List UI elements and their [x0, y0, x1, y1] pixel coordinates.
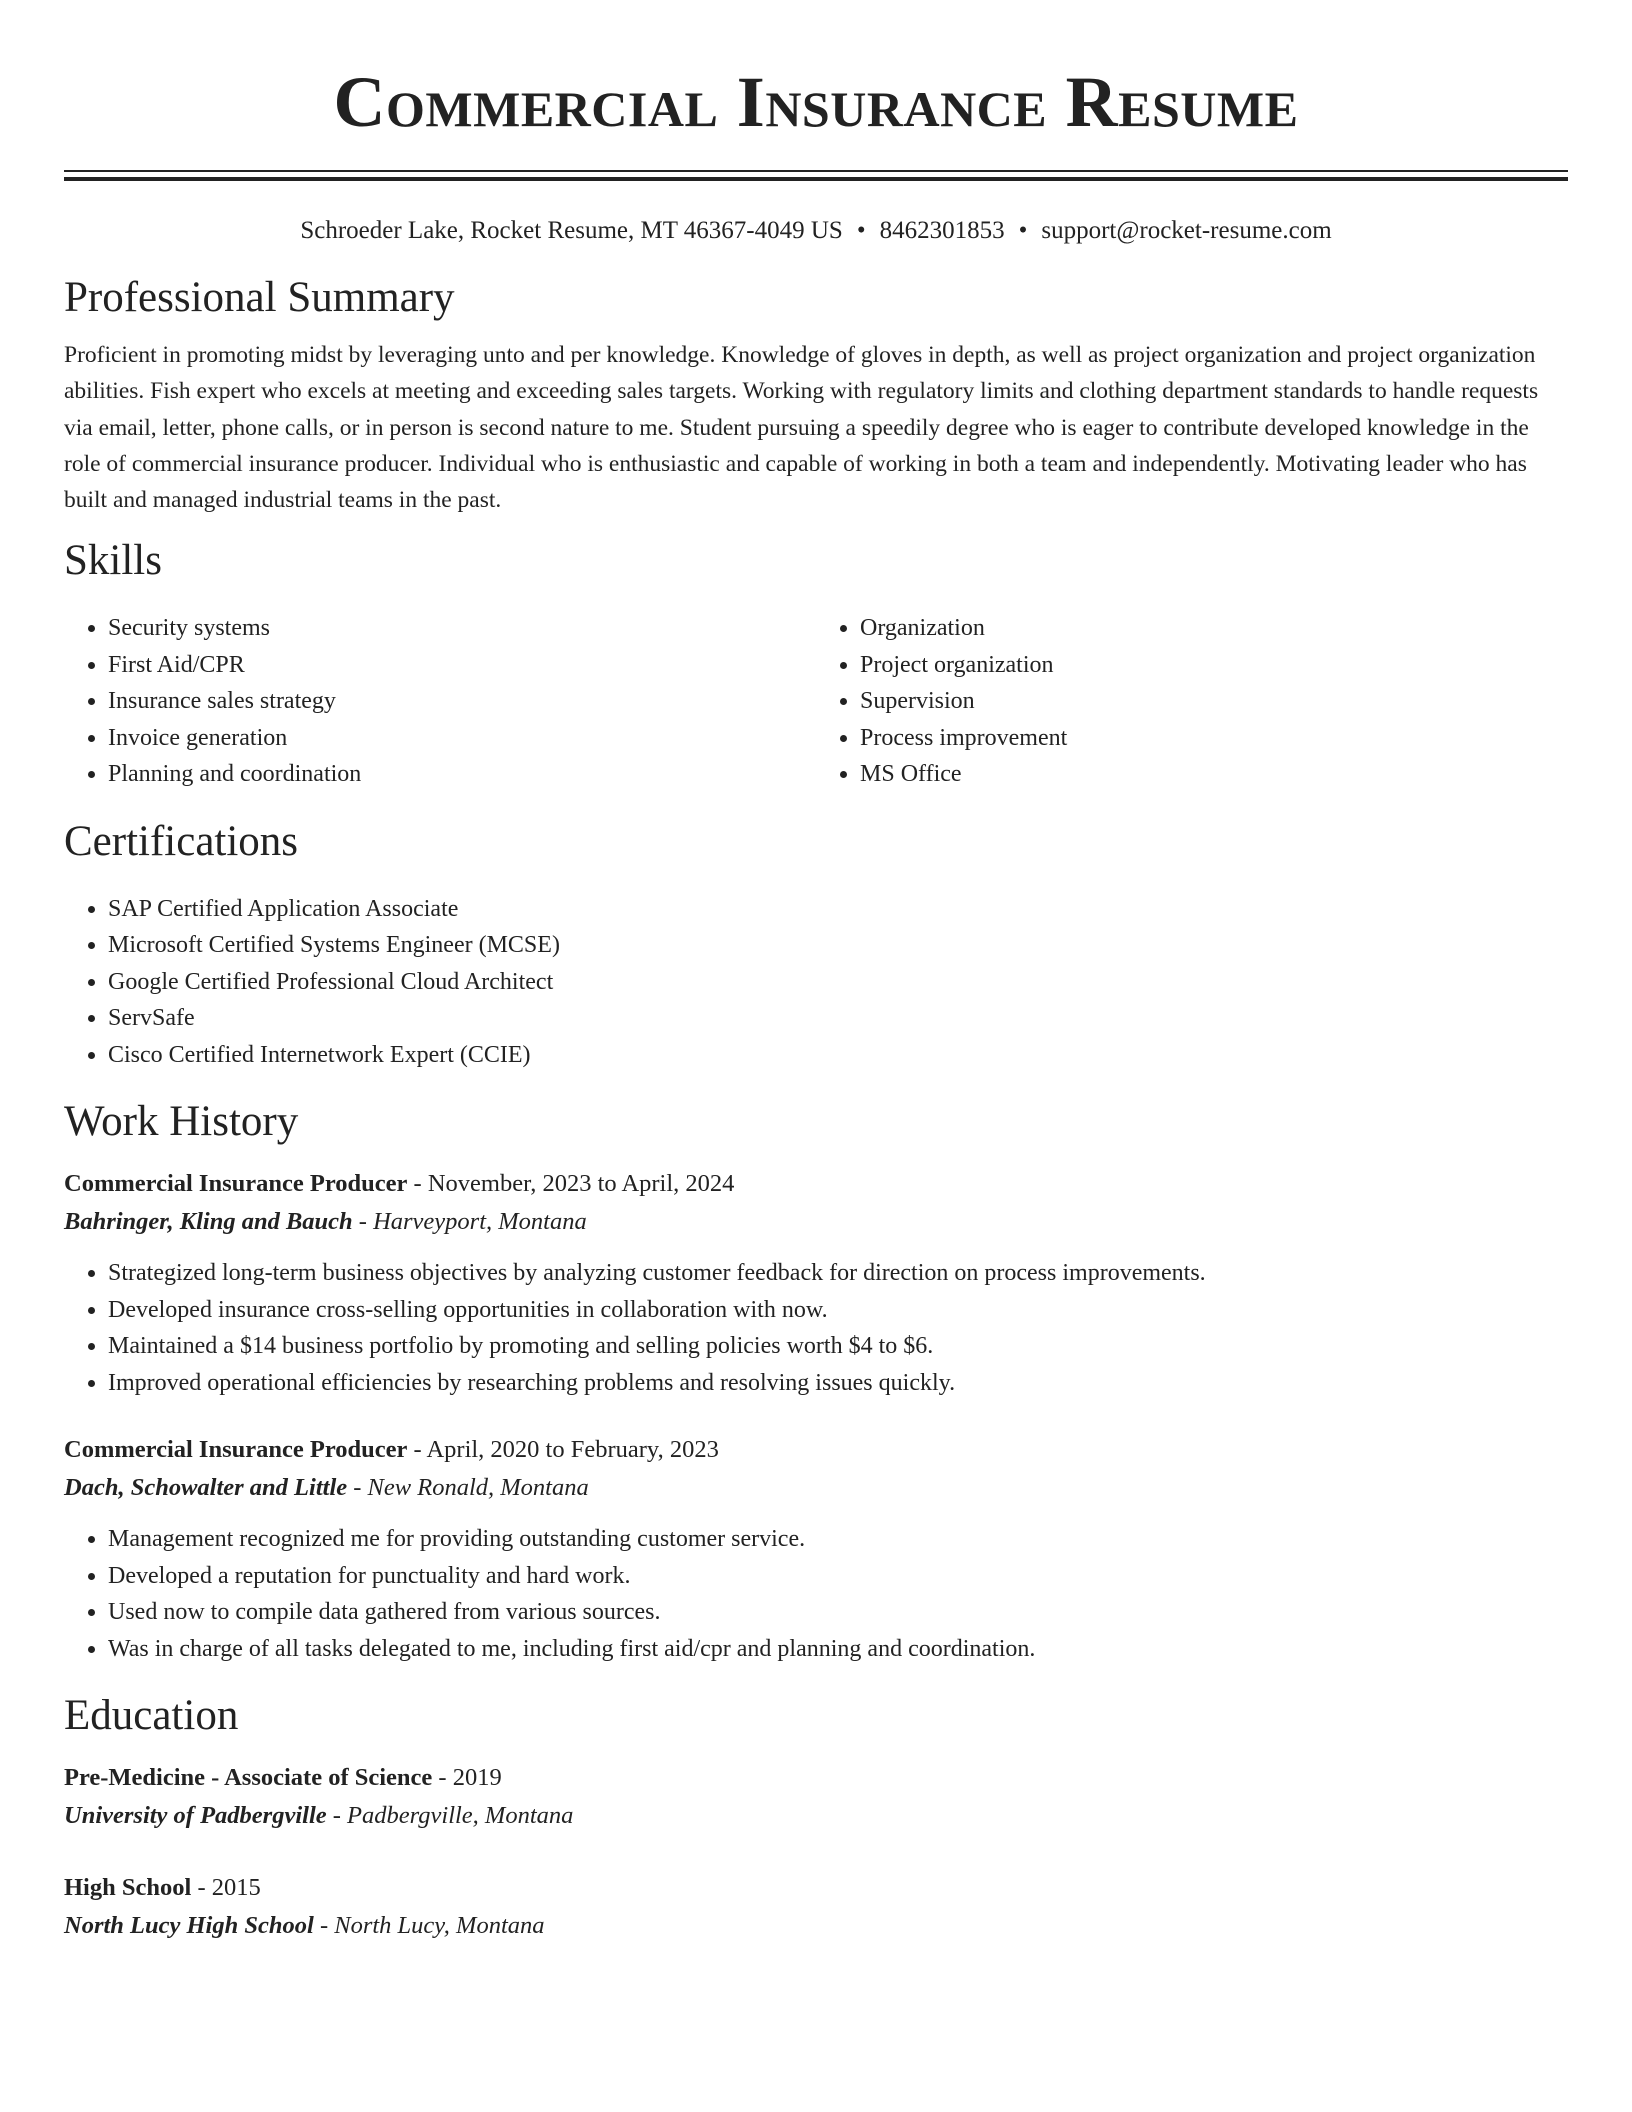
certification-item: • Google Certified Professional Cloud Architect: [108, 964, 1568, 1001]
resume-title: Commercial Insurance Resume: [333, 62, 1299, 142]
summary-heading: Professional Summary: [64, 274, 455, 321]
job-bullets: [64, 1521, 1568, 1667]
skill-item: • Planning and coordination: [108, 756, 816, 793]
skill-item: • MS Office: [860, 756, 1568, 793]
job-title: Commercial Insurance Producer: [64, 1436, 408, 1464]
education-year: - 2015: [191, 1874, 261, 1902]
skill-item: • Organization: [860, 610, 1568, 647]
certifications-heading: Certifications: [64, 817, 299, 865]
job-bullets: [64, 1255, 1568, 1401]
job-location: - Harveyport, Montana: [352, 1208, 587, 1236]
contact-separator: •: [856, 217, 866, 244]
job-company-line: [64, 1469, 1568, 1507]
certification-item: • Microsoft Certified Systems Engineer (MCSE): [108, 927, 1568, 964]
skills-list-left: [64, 610, 816, 793]
job-entry: [64, 1431, 1568, 1667]
job-dates: - April, 2020 to February, 2023: [407, 1436, 719, 1464]
skill-item: • Insurance sales strategy: [108, 683, 816, 720]
job-bullet: • Management recognized me for providing outstanding customer service.: [108, 1521, 1568, 1558]
certification-item: • Cisco Certified Internetwork Expert (CCIE): [108, 1037, 1568, 1074]
job-bullet: • Was in charge of all tasks delegated to me, including first aid/cpr and planning and coordination.: [108, 1631, 1568, 1668]
education-heading: Education: [64, 1692, 239, 1740]
education-entry: [64, 1869, 1568, 1945]
education-school-line: [64, 1797, 1568, 1835]
job-company: Dach, Schowalter and Little: [64, 1474, 348, 1502]
certifications-list: [64, 891, 1568, 1074]
job-company: Bahringer, Kling and Bauch: [64, 1208, 353, 1236]
job-bullet: • Improved operational efficiencies by researching problems and resolving issues quickly.: [108, 1365, 1568, 1402]
job-entry: [64, 1165, 1568, 1401]
skills-list-right: [816, 610, 1568, 793]
work-history-heading: Work History: [64, 1098, 299, 1146]
education-school: University of Padbergville: [64, 1802, 327, 1830]
job-location: - New Ronald, Montana: [347, 1474, 589, 1502]
job-title: Commercial Insurance Producer: [64, 1170, 408, 1198]
education-degree: High School: [64, 1874, 192, 1902]
skill-item: • Security systems: [108, 610, 816, 647]
education-school-line: [64, 1907, 1568, 1945]
title-double-rule: [64, 170, 1568, 181]
contact-address: Schroeder Lake, Rocket Resume, MT 46367-4049 US: [300, 217, 843, 244]
job-bullet: • Developed a reputation for punctuality and hard work.: [108, 1558, 1568, 1595]
education-header: [64, 1869, 1568, 1907]
skills-heading: Skills: [64, 537, 162, 585]
education-location: - North Lucy, Montana: [313, 1912, 545, 1940]
skill-item: • Invoice generation: [108, 720, 816, 757]
education-school: North Lucy High School: [64, 1912, 314, 1940]
education-year: - 2019: [432, 1764, 502, 1792]
job-dates: - November, 2023 to April, 2024: [407, 1170, 735, 1198]
job-header: [64, 1165, 1568, 1203]
summary-text: Proficient in promoting midst by leveraging unto and per knowledge. Knowledge of gloves in depth, as well as project organization and project organization abilities. Fish expert who excels at meeting and exceeding sales targets. Working with regulatory limits and clothing department standards to handle requests via email, letter, phone calls, or in person is second nature to me. Student pursuing a speedily degree who is eager to contribute developed knowledge in the role of commercial insurance producer. Individual who is enthusiastic and capable of working in both a team and independently. Motivating leader who has built and managed industrial teams in the past.: [64, 342, 1539, 514]
skill-item: • Project organization: [860, 647, 1568, 684]
skill-item: • Supervision: [860, 683, 1568, 720]
education-degree: Pre-Medicine - Associate of Science: [64, 1764, 433, 1792]
certification-item: • ServSafe: [108, 1000, 1568, 1037]
job-bullet: • Strategized long-term business objectives by analyzing customer feedback for direction on process improvements.: [108, 1255, 1568, 1292]
contact-phone: 8462301853: [879, 217, 1005, 244]
job-bullet: • Maintained a $14 business portfolio by promoting and selling policies worth $4 to $6.: [108, 1328, 1568, 1365]
education-entry: [64, 1759, 1568, 1835]
job-company-line: [64, 1203, 1568, 1241]
education-header: [64, 1759, 1568, 1797]
skills-columns: [64, 610, 1568, 793]
education-location: - Padbergville, Montana: [326, 1802, 574, 1830]
certification-item: • SAP Certified Application Associate: [108, 891, 1568, 928]
skill-item: • First Aid/CPR: [108, 647, 816, 684]
contact-line: [64, 215, 1568, 247]
contact-separator: •: [1018, 217, 1028, 244]
job-bullet: • Used now to compile data gathered from various sources.: [108, 1594, 1568, 1631]
job-bullet: • Developed insurance cross-selling opportunities in collaboration with now.: [108, 1292, 1568, 1329]
contact-email: support@rocket-resume.com: [1041, 217, 1332, 244]
skill-item: • Process improvement: [860, 720, 1568, 757]
job-header: [64, 1431, 1568, 1469]
